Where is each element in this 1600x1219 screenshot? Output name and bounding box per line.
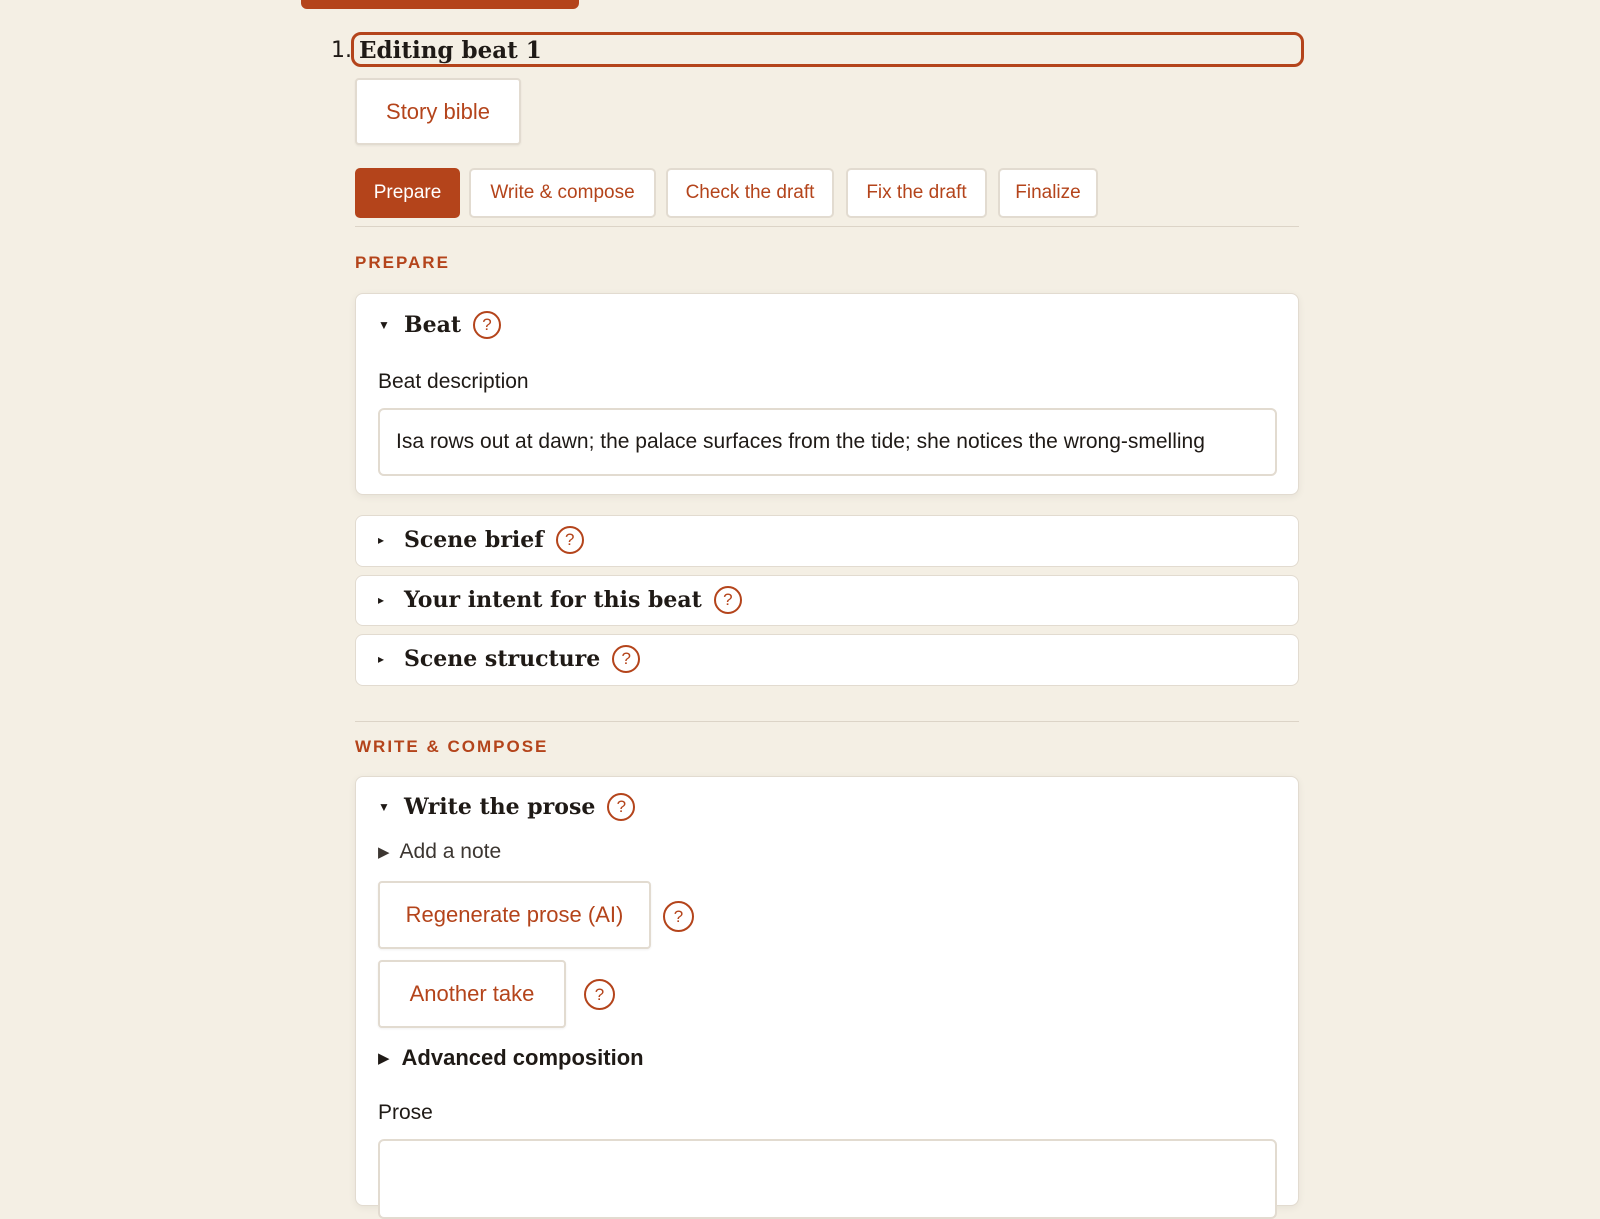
regenerate-prose-button[interactable]: Regenerate prose (AI) <box>378 881 651 949</box>
tab-check-draft[interactable]: Check the draft <box>666 168 834 218</box>
beat-description-label: Beat description <box>378 370 529 393</box>
collapsed-caret-icon: ▸ <box>378 593 385 607</box>
add-note-toggle[interactable] <box>378 840 501 864</box>
help-icon[interactable]: ? <box>663 901 694 932</box>
intent-header[interactable] <box>378 586 742 614</box>
beat-card <box>355 293 1299 495</box>
help-icon[interactable]: ? <box>473 311 501 339</box>
help-icon[interactable]: ? <box>607 793 635 821</box>
section-label-write-compose: WRITE & COMPOSE <box>355 737 549 756</box>
beat-number: 1. <box>331 38 352 63</box>
divider <box>355 721 1299 722</box>
disclosure-triangle-icon: ▶ <box>378 1050 390 1067</box>
expanded-caret-icon: ▼ <box>378 800 390 814</box>
top-action-button[interactable] <box>301 0 579 9</box>
scene-brief-header[interactable] <box>378 526 584 554</box>
prose-label: Prose <box>378 1101 433 1124</box>
intent-card[interactable] <box>355 575 1299 626</box>
beat-card-title: Beat <box>404 312 462 338</box>
advanced-composition-label: Advanced composition <box>401 1045 644 1070</box>
prose-textarea[interactable] <box>378 1139 1277 1219</box>
scene-brief-card[interactable] <box>355 515 1299 567</box>
help-icon[interactable]: ? <box>612 645 640 673</box>
write-prose-title: Write the prose <box>404 794 596 820</box>
help-icon[interactable]: ? <box>584 979 615 1010</box>
tab-fix-draft[interactable]: Fix the draft <box>846 168 987 218</box>
write-prose-card <box>355 776 1299 1206</box>
scene-structure-header[interactable] <box>378 645 640 673</box>
beat-description-input[interactable]: Isa rows out at dawn; the palace surfaces from the tide; she notices the wrong-smelling <box>378 408 1277 476</box>
another-take-button[interactable]: Another take <box>378 960 566 1028</box>
divider <box>355 226 1299 227</box>
scene-structure-card[interactable] <box>355 634 1299 686</box>
beat-title-row <box>331 32 1300 72</box>
collapsed-caret-icon: ▸ <box>378 652 385 666</box>
section-label-prepare: PREPARE <box>355 253 450 272</box>
help-icon[interactable]: ? <box>714 586 742 614</box>
tab-write-compose[interactable]: Write & compose <box>469 168 656 218</box>
tab-finalize[interactable]: Finalize <box>998 168 1098 218</box>
scene-structure-title: Scene structure <box>404 646 601 672</box>
beat-title-field[interactable]: Editing beat 1 <box>351 32 1304 67</box>
beat-card-header[interactable] <box>378 311 501 339</box>
intent-title: Your intent for this beat <box>404 587 702 613</box>
help-icon[interactable]: ? <box>556 526 584 554</box>
add-note-label: Add a note <box>399 840 502 863</box>
scene-brief-title: Scene brief <box>404 527 544 553</box>
disclosure-triangle-icon: ▶ <box>378 844 390 861</box>
story-bible-button[interactable]: Story bible <box>355 78 521 145</box>
tab-prepare[interactable]: Prepare <box>355 168 460 218</box>
advanced-composition-toggle[interactable] <box>378 1045 644 1071</box>
expanded-caret-icon: ▼ <box>378 318 390 332</box>
write-prose-header[interactable] <box>378 793 635 821</box>
collapsed-caret-icon: ▸ <box>378 533 385 547</box>
